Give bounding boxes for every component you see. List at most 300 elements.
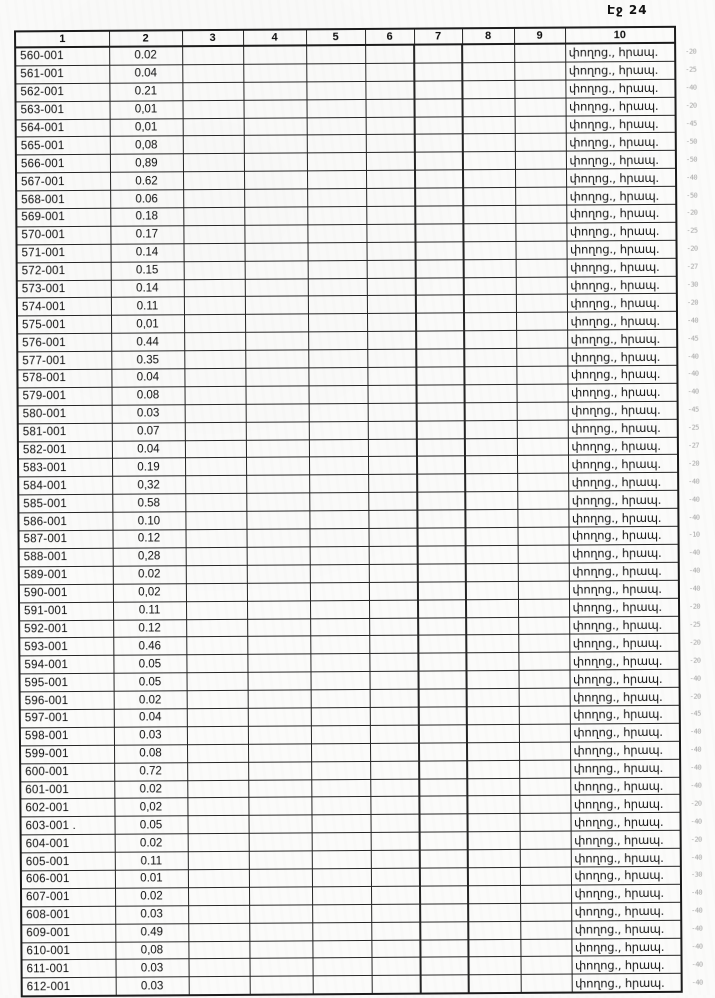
row-id: 598-001 — [20, 727, 114, 746]
empty-cell — [250, 976, 313, 995]
empty-cell — [463, 116, 515, 134]
empty-cell — [369, 582, 418, 600]
empty-cell — [418, 599, 466, 617]
empty-cell — [249, 905, 312, 923]
empty-cell — [185, 440, 246, 458]
empty-cell — [247, 547, 310, 565]
margin-mark: -40 — [690, 817, 702, 826]
row-note: փողոց., հրապ. — [567, 258, 677, 277]
row-note: փողոց., հրապ. — [568, 491, 678, 510]
row-note: փողոց., հրապ. — [569, 580, 679, 599]
margin-mark: -40 — [688, 566, 700, 575]
row-note: փողոց., հրապ. — [570, 813, 680, 832]
empty-cell — [311, 815, 370, 833]
row-value: 0.03 — [114, 727, 187, 745]
empty-cell — [366, 206, 415, 224]
row-value: 0,02 — [114, 798, 187, 816]
empty-cell — [419, 707, 467, 725]
empty-cell — [368, 403, 417, 421]
margin-mark: -50 — [685, 137, 697, 146]
empty-cell — [464, 295, 516, 313]
empty-cell — [418, 653, 466, 671]
row-id: 565-001 — [16, 137, 110, 156]
empty-cell — [244, 153, 307, 171]
empty-cell — [418, 564, 466, 582]
empty-cell — [516, 366, 567, 384]
row-value: 0,28 — [113, 548, 186, 566]
empty-cell — [515, 205, 566, 223]
empty-cell — [369, 600, 418, 618]
row-value: 0.05 — [114, 816, 187, 834]
margin-mark: -40 — [688, 495, 700, 504]
margin-mark: -20 — [689, 656, 701, 665]
row-value: 0.08 — [112, 387, 185, 405]
empty-cell — [416, 313, 464, 331]
empty-cell — [519, 778, 570, 796]
row-note: փողոց., հրապ. — [568, 455, 678, 474]
margin-mark: -40 — [689, 674, 701, 683]
margin-mark: -45 — [687, 334, 699, 343]
row-value: 0.11 — [113, 601, 186, 619]
row-id: 582-001 — [18, 441, 112, 460]
empty-cell — [366, 224, 415, 242]
row-id: 583-001 — [18, 459, 112, 478]
empty-cell — [246, 439, 309, 457]
row-note: փողոց., հրապ. — [565, 79, 675, 98]
empty-cell — [468, 832, 520, 850]
row-note: փողոց., հրապ. — [568, 526, 678, 545]
empty-cell — [245, 261, 308, 279]
empty-cell — [514, 62, 565, 80]
row-value: 0.02 — [115, 834, 188, 852]
row-value: 0,08 — [115, 941, 188, 959]
empty-cell — [183, 118, 244, 136]
empty-cell — [183, 207, 244, 225]
empty-cell — [247, 583, 310, 601]
row-value: 0.02 — [114, 691, 187, 709]
empty-cell — [311, 743, 370, 761]
empty-cell — [519, 724, 570, 742]
empty-cell — [312, 940, 371, 958]
margin-mark: -20 — [686, 298, 699, 307]
empty-cell — [465, 456, 517, 474]
empty-cell — [245, 278, 308, 296]
empty-cell — [368, 457, 417, 475]
empty-cell — [417, 438, 465, 456]
margin-mark: -40 — [691, 960, 703, 969]
empty-cell — [249, 869, 312, 887]
empty-cell — [307, 153, 366, 171]
row-note: փողոց., հրապ. — [571, 830, 681, 849]
empty-cell — [308, 296, 367, 314]
row-value: 0,01 — [111, 315, 184, 333]
row-note: փողոց., հրապ. — [565, 97, 675, 116]
margin-mark: -40 — [687, 352, 699, 361]
margin-mark: -20 — [689, 638, 701, 647]
empty-cell — [306, 99, 365, 117]
empty-cell — [247, 672, 310, 690]
empty-cell — [517, 473, 568, 491]
margin-mark: -40 — [687, 370, 699, 379]
row-value: 0.10 — [112, 512, 185, 530]
margin-mark: -40 — [688, 549, 700, 558]
row-id: 599-001 — [20, 745, 114, 764]
row-note: փողոց., հրապ. — [568, 419, 678, 438]
empty-cell — [306, 45, 365, 64]
row-id: 587-001 — [19, 530, 113, 549]
empty-cell — [307, 117, 366, 135]
empty-cell — [419, 689, 467, 707]
empty-cell — [515, 169, 566, 187]
empty-cell — [414, 63, 462, 81]
empty-cell — [244, 225, 307, 243]
row-value: 0.08 — [114, 744, 187, 762]
row-value: 0.02 — [109, 46, 182, 65]
row-id: 570-001 — [16, 226, 110, 245]
row-note: փողոց., հրապ. — [566, 222, 676, 241]
empty-cell — [245, 368, 308, 386]
row-note: փողոց., հրապ. — [571, 938, 681, 957]
margin-mark: -50 — [685, 155, 698, 164]
empty-cell — [420, 921, 468, 939]
empty-cell — [310, 582, 369, 600]
empty-cell — [517, 491, 568, 509]
empty-cell — [307, 206, 366, 224]
empty-cell — [368, 474, 417, 492]
empty-cell — [247, 565, 310, 583]
empty-cell — [311, 707, 370, 725]
column-header-7: 7 — [414, 28, 462, 44]
empty-cell — [311, 761, 370, 779]
empty-cell — [366, 152, 415, 170]
empty-cell — [414, 44, 462, 63]
empty-cell — [465, 420, 517, 438]
empty-cell — [186, 655, 247, 673]
margin-mark: -25 — [685, 65, 697, 75]
row-value: 0.62 — [110, 172, 183, 190]
margin-mark: -25 — [689, 620, 701, 629]
empty-cell — [368, 421, 417, 439]
row-value: 0.02 — [113, 566, 186, 584]
empty-cell — [184, 261, 245, 279]
row-value: 0.49 — [115, 923, 188, 941]
empty-cell — [514, 98, 565, 116]
empty-cell — [307, 224, 366, 242]
row-value: 0.03 — [115, 959, 188, 977]
row-value: 0.17 — [110, 226, 183, 244]
empty-cell — [368, 492, 417, 510]
row-id: 568-001 — [16, 190, 110, 209]
empty-cell — [185, 529, 246, 547]
row-value: 0.14 — [111, 279, 184, 297]
empty-cell — [307, 189, 366, 207]
empty-cell — [367, 260, 416, 278]
empty-cell — [515, 241, 566, 259]
empty-cell — [419, 796, 467, 814]
row-note: փողոց., հրապ. — [569, 652, 679, 671]
row-id: 562-001 — [15, 83, 109, 102]
empty-cell — [416, 277, 464, 295]
table-body — [15, 43, 714, 997]
empty-cell — [519, 688, 570, 706]
empty-cell — [466, 563, 518, 581]
empty-cell — [518, 634, 569, 652]
row-value: 0,08 — [110, 136, 183, 154]
margin-mark: -40 — [691, 888, 703, 898]
empty-cell — [188, 923, 249, 941]
row-note: փողոց., հրապ. — [569, 616, 679, 635]
empty-cell — [517, 456, 568, 474]
row-note: փողոց., հրապ. — [567, 330, 677, 349]
empty-cell — [416, 349, 464, 367]
empty-cell — [414, 98, 462, 116]
empty-cell — [518, 581, 569, 599]
empty-cell — [188, 941, 249, 959]
margin-mark: -40 — [690, 763, 702, 772]
empty-cell — [465, 474, 517, 492]
empty-cell — [420, 904, 468, 922]
empty-cell — [466, 671, 518, 689]
empty-cell — [463, 170, 515, 188]
empty-cell — [462, 62, 514, 80]
empty-cell — [369, 546, 418, 564]
empty-cell — [417, 456, 465, 474]
margin-mark: -10 — [688, 531, 700, 540]
empty-cell — [518, 652, 569, 670]
row-id: 563-001 — [16, 101, 110, 120]
empty-cell — [467, 706, 519, 724]
empty-cell — [311, 779, 370, 797]
empty-cell — [186, 619, 247, 637]
empty-cell — [186, 672, 247, 690]
empty-cell — [370, 725, 419, 743]
row-id: 606-001 — [21, 870, 115, 889]
empty-cell — [466, 617, 518, 635]
empty-cell — [519, 795, 570, 813]
row-value: 0.44 — [111, 333, 184, 351]
empty-cell — [467, 760, 519, 778]
row-note: փողոց., հրապ. — [567, 347, 677, 366]
column-header-1: 1 — [15, 31, 109, 48]
empty-cell — [367, 296, 416, 314]
empty-cell — [416, 295, 464, 313]
empty-cell — [247, 600, 310, 618]
empty-cell — [464, 259, 516, 277]
empty-cell — [368, 510, 417, 528]
empty-cell — [311, 690, 370, 708]
table-row — [22, 973, 714, 996]
empty-cell — [467, 778, 519, 796]
empty-cell — [185, 511, 246, 529]
empty-cell — [420, 850, 468, 868]
row-id: 611-001 — [22, 960, 116, 979]
empty-cell — [416, 331, 464, 349]
empty-cell — [182, 46, 243, 65]
row-note: փողոց., հրապ. — [567, 383, 677, 402]
row-note: փողոց., հրապ. — [567, 312, 677, 331]
margin-mark: -27 — [687, 441, 700, 450]
empty-cell — [414, 81, 462, 99]
row-value: 0.02 — [114, 780, 187, 798]
column-header-8: 8 — [462, 28, 514, 44]
margin-mark: -40 — [689, 727, 702, 736]
empty-cell — [187, 726, 248, 744]
empty-cell — [463, 205, 515, 223]
margin-mark: -40 — [686, 173, 698, 182]
empty-cell — [184, 350, 245, 368]
row-id: 572-001 — [17, 262, 111, 281]
margin-mark: -40 — [690, 745, 702, 754]
empty-cell — [245, 350, 308, 368]
empty-cell — [466, 653, 518, 671]
empty-cell — [309, 511, 368, 529]
empty-cell — [312, 851, 371, 869]
column-header-4: 4 — [243, 29, 306, 45]
row-note: փողոց., հրապ. — [566, 169, 676, 188]
row-note: փողոց., հրապ. — [570, 759, 680, 778]
page-number: Էջ 24 — [607, 3, 648, 17]
empty-cell — [184, 386, 245, 404]
empty-cell — [466, 635, 518, 653]
empty-cell — [248, 779, 311, 797]
empty-cell — [517, 509, 568, 527]
empty-cell — [371, 886, 420, 904]
empty-cell — [307, 171, 366, 189]
empty-cell — [244, 117, 307, 135]
empty-cell — [308, 278, 367, 296]
empty-cell — [188, 869, 249, 887]
row-note: փողոց., հրապ. — [571, 956, 681, 975]
empty-cell — [183, 100, 244, 118]
empty-cell — [520, 885, 571, 903]
empty-cell — [367, 278, 416, 296]
empty-cell — [369, 671, 418, 689]
row-id: 612-001 — [22, 978, 116, 997]
empty-cell — [183, 189, 244, 207]
empty-cell — [311, 725, 370, 743]
empty-cell — [306, 63, 365, 81]
row-note: փողոց., հրապ. — [571, 848, 681, 867]
row-value: 0.05 — [113, 655, 186, 673]
empty-cell — [249, 958, 312, 976]
empty-cell — [418, 617, 466, 635]
empty-cell — [515, 116, 566, 134]
empty-cell — [514, 80, 565, 98]
row-value: 0.04 — [114, 709, 187, 727]
row-note: փողոց., հրապ. — [570, 795, 680, 814]
empty-cell — [187, 762, 248, 780]
row-note: փողոց., հրապ. — [569, 562, 679, 581]
empty-cell — [468, 939, 520, 957]
empty-cell — [516, 384, 567, 402]
row-id: 566-001 — [16, 155, 110, 174]
empty-cell — [419, 760, 467, 778]
empty-cell — [521, 974, 572, 993]
empty-cell — [371, 904, 420, 922]
row-note: փողոց., հրապ. — [570, 687, 680, 706]
empty-cell — [188, 959, 249, 977]
row-value: 0.03 — [116, 977, 189, 996]
row-note: փողոց., հրապ. — [566, 240, 676, 259]
empty-cell — [463, 134, 515, 152]
row-note: փողոց., հրապ. — [569, 669, 679, 688]
empty-cell — [312, 922, 371, 940]
empty-cell — [519, 760, 570, 778]
empty-cell — [516, 330, 567, 348]
empty-cell — [187, 708, 248, 726]
empty-cell — [419, 778, 467, 796]
empty-cell — [415, 242, 463, 260]
row-value: 0.02 — [115, 888, 188, 906]
margin-mark: -40 — [691, 924, 703, 933]
row-id: 589-001 — [19, 566, 113, 585]
row-id: 592-001 — [19, 620, 113, 639]
row-note: փողոց., հրապ. — [569, 634, 679, 653]
empty-cell — [520, 903, 571, 921]
row-id: 600-001 — [20, 763, 114, 782]
empty-cell — [309, 493, 368, 511]
empty-cell — [520, 849, 571, 867]
empty-cell — [244, 207, 307, 225]
column-header-9: 9 — [514, 28, 565, 44]
column-header-3: 3 — [182, 30, 243, 46]
margin-mark: -25 — [686, 226, 698, 236]
column-header-5: 5 — [306, 29, 365, 45]
margin-mark: -40 — [687, 316, 699, 325]
empty-cell — [243, 45, 306, 64]
scanned-table-region — [14, 26, 713, 998]
empty-cell — [366, 135, 415, 153]
empty-cell — [418, 635, 466, 653]
row-value: 0.01 — [115, 870, 188, 888]
empty-cell — [516, 312, 567, 330]
empty-cell — [310, 600, 369, 618]
row-value: 0.03 — [112, 405, 185, 423]
empty-cell — [248, 726, 311, 744]
row-id: 603-001 . — [21, 817, 115, 836]
empty-cell — [466, 581, 518, 599]
row-note: փողոց., հրապ. — [565, 61, 675, 80]
row-id: 567-001 — [16, 172, 110, 191]
row-id: 560-001 — [15, 47, 109, 66]
empty-cell — [182, 64, 243, 82]
empty-cell — [519, 742, 570, 760]
empty-cell — [186, 601, 247, 619]
empty-cell — [463, 223, 515, 241]
empty-cell — [368, 528, 417, 546]
row-note: փողոց., հրապ. — [571, 866, 681, 885]
empty-cell — [415, 206, 463, 224]
column-header-2: 2 — [109, 30, 182, 47]
empty-cell — [308, 367, 367, 385]
empty-cell — [312, 868, 371, 886]
empty-cell — [371, 832, 420, 850]
row-value: 0.14 — [111, 244, 184, 262]
empty-cell — [187, 690, 248, 708]
empty-cell — [186, 583, 247, 601]
empty-cell — [465, 402, 517, 420]
margin-mark: -50 — [686, 191, 698, 200]
empty-cell — [418, 671, 466, 689]
row-id: 571-001 — [17, 244, 111, 263]
empty-cell — [463, 241, 515, 259]
empty-cell — [464, 384, 516, 402]
empty-cell — [515, 187, 566, 205]
row-id: 596-001 — [20, 691, 114, 710]
empty-cell — [464, 349, 516, 367]
empty-cell — [246, 529, 309, 547]
empty-cell — [417, 510, 465, 528]
